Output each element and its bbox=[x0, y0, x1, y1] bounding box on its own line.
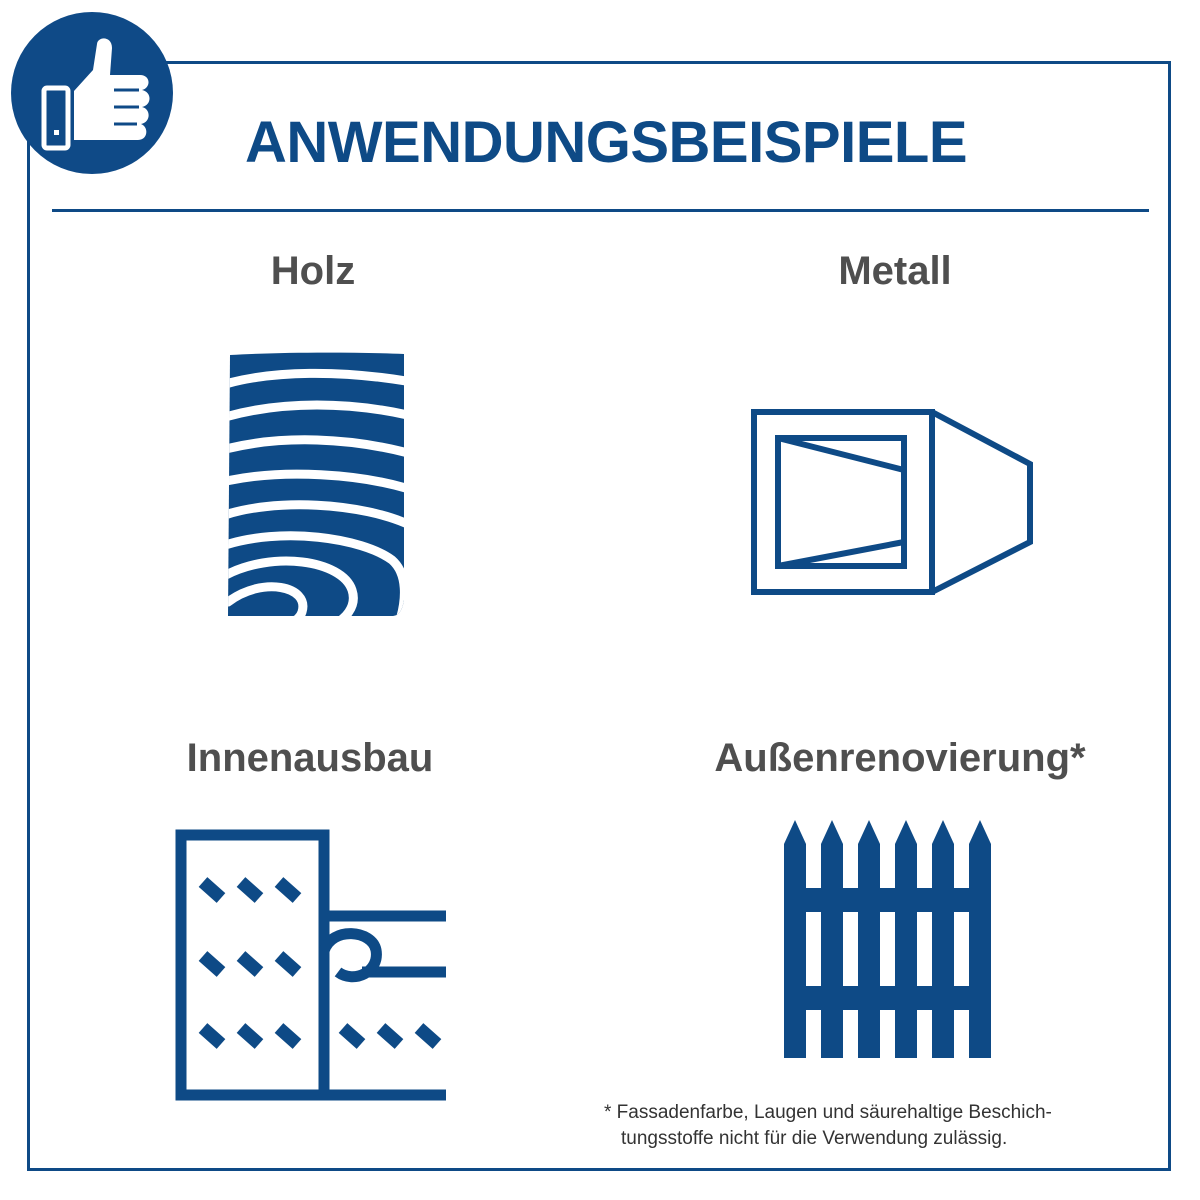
interior-wall-icon bbox=[172, 826, 452, 1106]
footnote-line-1: * Fassadenfarbe, Laugen und säurehaltige Beschich- bbox=[604, 1102, 1052, 1123]
tile-label-innenausbau: Innenausbau bbox=[186, 736, 434, 780]
thumbs-up-icon bbox=[11, 12, 173, 174]
footnote bbox=[604, 1100, 1164, 1152]
badge bbox=[11, 12, 173, 174]
tile-label-metall: Metall bbox=[838, 249, 952, 293]
metal-profile-icon bbox=[748, 408, 1038, 600]
picket-fence-icon bbox=[780, 818, 1000, 1062]
page-title: ANWENDUNGSBEISPIELE bbox=[245, 110, 968, 175]
wood-grain-icon bbox=[222, 350, 408, 620]
footnote-line-2: tungsstoffe nicht für die Verwendung zulässig. bbox=[621, 1128, 1008, 1149]
tile-label-holz: Holz bbox=[270, 249, 356, 293]
title-divider bbox=[52, 209, 1149, 212]
tile-label-aussenrenovierung: Außenrenovierung* bbox=[714, 736, 1086, 780]
